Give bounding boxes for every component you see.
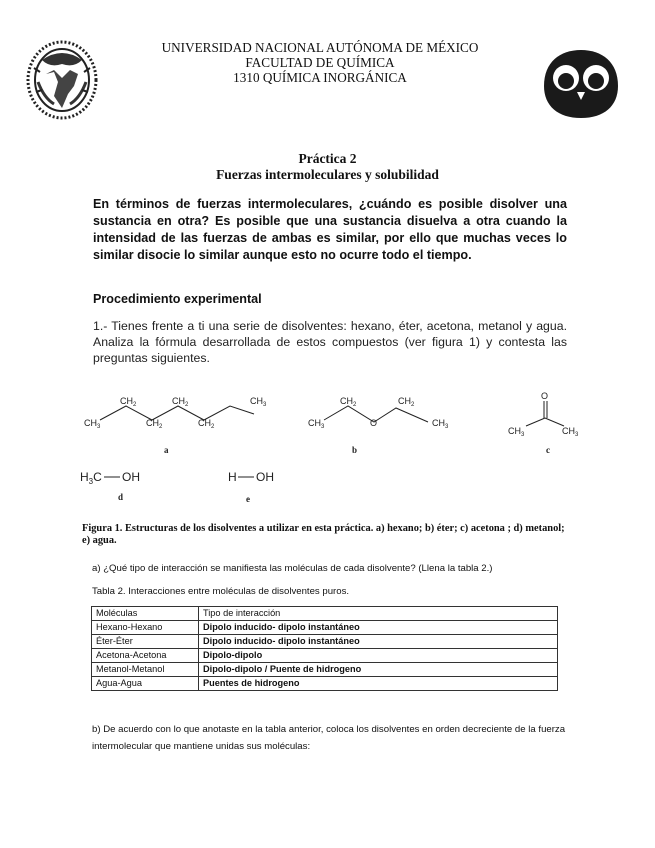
table-row [92, 663, 558, 677]
table-header-row [92, 607, 558, 621]
atom-ch2: $CH_2$ [120, 396, 137, 408]
label-d: d [118, 492, 124, 502]
table-row [92, 649, 558, 663]
faculty-owl-logo [540, 48, 622, 120]
table-cell-molecules: Hexano-Hexano [92, 621, 199, 635]
table-cell-interaction: Puentes de hidrogeno [199, 677, 558, 691]
solvent-structures-figure [78, 384, 598, 504]
atom-h: H [228, 470, 237, 484]
table-cell-molecules: Agua-Agua [92, 677, 199, 691]
intro-paragraph: En términos de fuerzas intermoleculares, ¿cuándo es posible disolver una sustancia en otra? Es posible que una sustancia disuelva a otra cuando la intensidad de las fuerzas de ambas es similar, por ello que muchas veces lo similar disocie lo similar aunque esto no ocurre todo el tiempo. [93, 197, 567, 262]
table-cell-molecules: Éter-Éter [92, 635, 199, 649]
label-b: b [352, 445, 358, 455]
table-row [92, 635, 558, 649]
interactions-table [91, 606, 558, 691]
procedure-step-1: 1.- Tienes frente a ti una serie de disolventes: hexano, éter, acetona, metanol y agua. Analiza la fórmula desarrollada de estos compuestos (ver figura 1) y contesta las preguntas siguientes. [93, 319, 567, 365]
atom-ch2: $CH_2$ [198, 418, 215, 430]
practice-subtitle: Fuerzas intermoleculares y solubilidad [216, 167, 439, 182]
atom-ch3: $CH_3$ [508, 426, 525, 438]
table-header-cell: Moléculas [92, 607, 199, 621]
atom-ch2: $CH_2$ [340, 396, 357, 408]
label-a: a [164, 445, 169, 455]
table-cell-interaction: Dipolo-dipolo [199, 649, 558, 663]
table-header-cell: Tipo de interacción [199, 607, 558, 621]
course-name: 1310 QUÍMICA INORGÁNICA [233, 70, 407, 85]
table-caption: Tabla 2. Interacciones entre moléculas de disolventes puros. [92, 586, 350, 597]
table-cell-molecules: Acetona-Acetona [92, 649, 199, 663]
atom-ch2: $CH_2$ [398, 396, 415, 408]
practice-number: Práctica 2 [298, 151, 357, 166]
table-cell-interaction: Dipolo inducido- dipolo instantáneo [199, 621, 558, 635]
atom-h3c: $H_3C$ [80, 470, 102, 486]
table-cell-interaction: Dipolo-dipolo / Puente de hidrogeno [199, 663, 558, 677]
label-c: c [546, 445, 550, 455]
atom-ch3: $CH_3$ [84, 418, 101, 430]
table-row [92, 677, 558, 691]
procedure-heading: Procedimiento experimental [93, 292, 262, 306]
atom-ch2: $CH_2$ [172, 396, 189, 408]
faculty-name: FACULTAD DE QUÍMICA [245, 55, 395, 70]
atom-ch2: $CH_2$ [146, 418, 163, 430]
atom-ch3: $CH_3$ [250, 396, 267, 408]
atom-o: O [541, 391, 549, 401]
atom-oh: OH [122, 470, 140, 484]
atom-ch3: $CH_3$ [562, 426, 579, 438]
figure-caption: Figura 1. Estructuras de los disolventes a utilizar en esta práctica. a) hexano; b) éter; c) acetona ; d) metanol; e) agua. [82, 523, 565, 546]
atom-ch3: $CH_3$ [432, 418, 449, 430]
unam-seal-logo [24, 38, 100, 120]
question-a: a) ¿Qué tipo de interacción se manifiesta las moléculas de cada disolvente? (Llena la tabla 2.) [92, 563, 493, 574]
table-cell-molecules: Metanol-Metanol [92, 663, 199, 677]
label-e: e [246, 494, 250, 504]
atom-oh: OH [256, 470, 274, 484]
university-name: UNIVERSIDAD NACIONAL AUTÓNOMA DE MÉXICO [161, 40, 479, 55]
table-cell-interaction: Dipolo inducido- dipolo instantáneo [199, 635, 558, 649]
atom-ch3: $CH_3$ [308, 418, 325, 430]
table-row [92, 621, 558, 635]
atom-o: O [370, 418, 378, 428]
question-b: b) De acuerdo con lo que anotaste en la tabla anterior, coloca los disolventes en orden decreciente de la fuerza intermolecular que mantiene unidas sus moléculas: [92, 724, 566, 752]
